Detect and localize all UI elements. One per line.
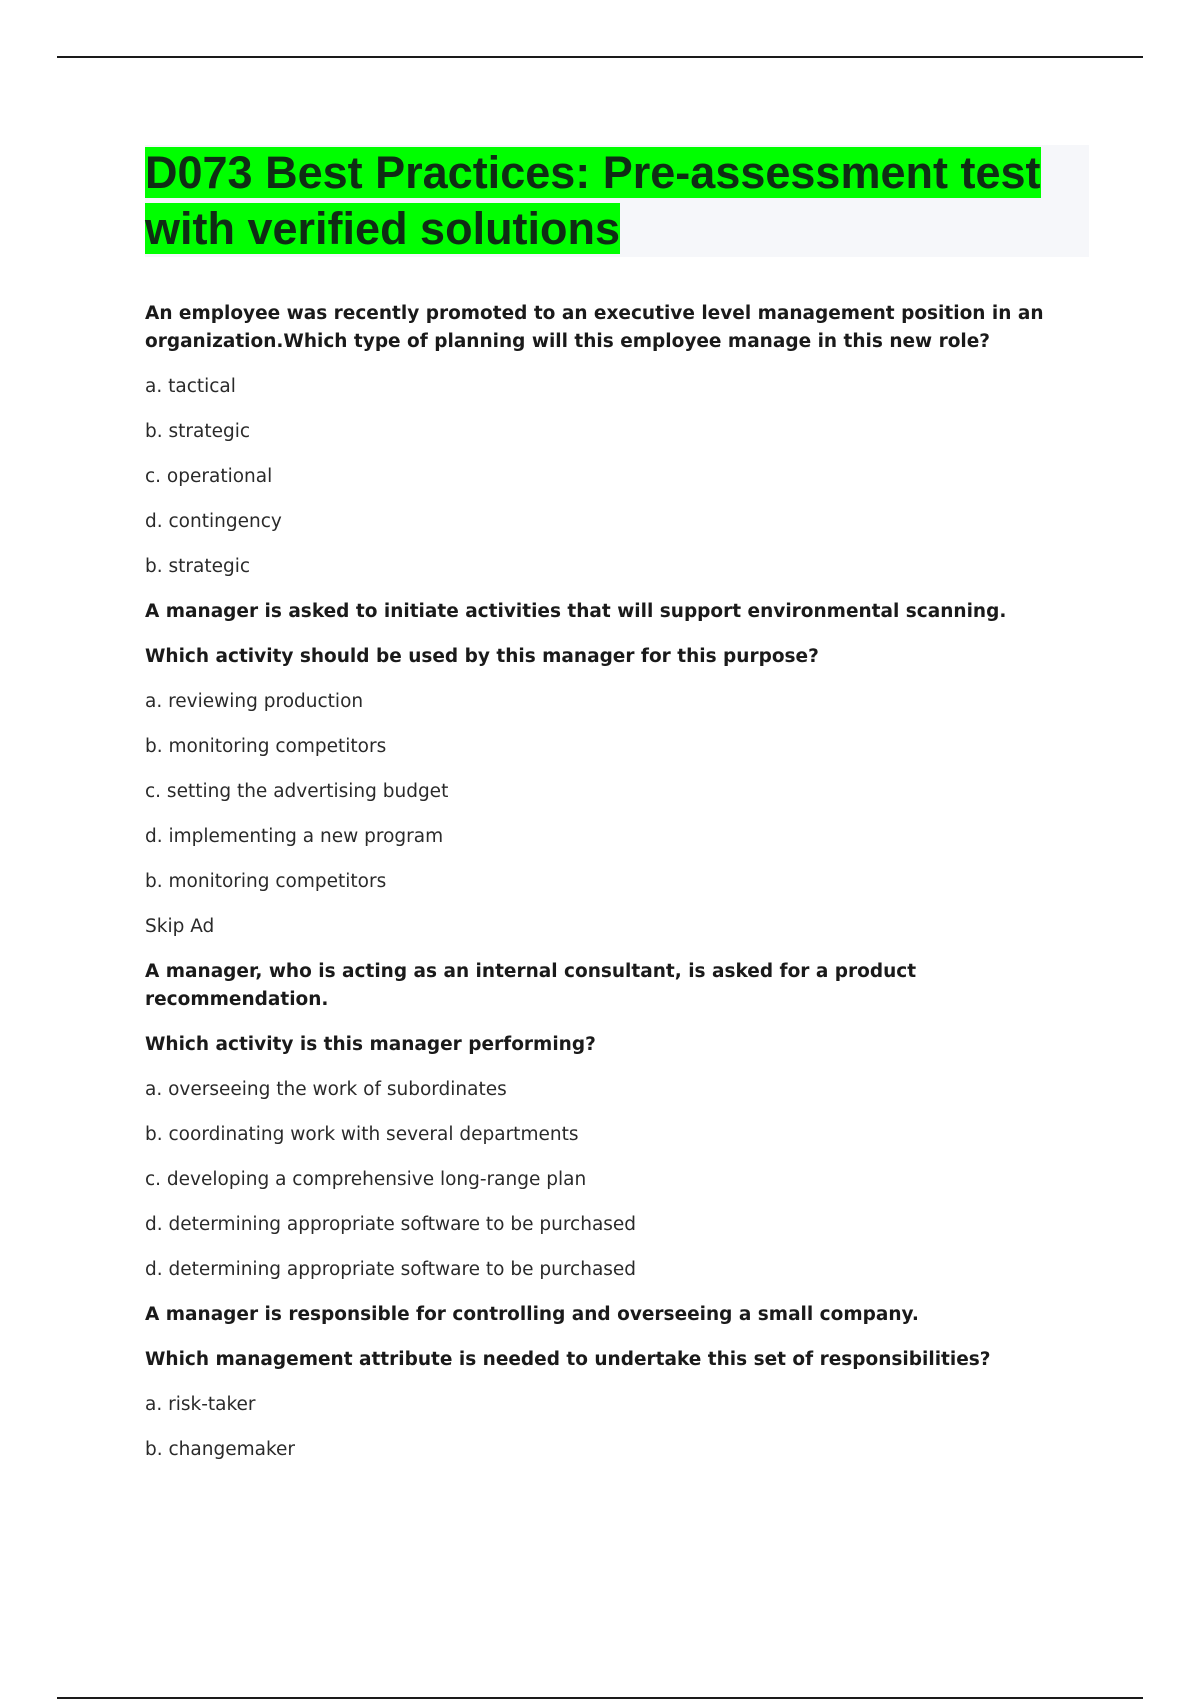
question-3-prompt-line2: Which activity is this manager performing? (145, 1034, 596, 1055)
question-2-option-a: a. reviewing production (145, 691, 364, 712)
question-1-prompt: An employee was recently promoted to an executive level management position in an organization.Which type of planning will this employee manage in this new role? (145, 303, 1044, 352)
question-2-prompt: A manager is asked to initiate activities that will support environmental scanning. (145, 601, 1007, 622)
question-3-prompt: A manager, who is acting as an internal consultant, is asked for a product recommendation. (145, 961, 917, 1010)
title-highlight: D073 Best Practices: Pre-assessment test with verified solutions (145, 147, 1041, 254)
question-2-option-c: c. setting the advertising budget (145, 781, 449, 802)
question-3-option-c: c. developing a comprehensive long-range plan (145, 1169, 587, 1190)
footer-rule (57, 1697, 1143, 1699)
page-title (145, 145, 1089, 257)
header-rule (57, 56, 1143, 58)
question-2-option-d: d. implementing a new program (145, 826, 444, 847)
document-body (145, 300, 1045, 1481)
question-2-prompt-line2: Which activity should be used by this manager for this purpose? (145, 646, 819, 667)
question-3-option-a: a. overseeing the work of subordinates (145, 1079, 507, 1100)
question-1-answer: b. strategic (145, 556, 251, 577)
question-3-option-b: b. coordinating work with several departments (145, 1124, 579, 1145)
question-3-answer: d. determining appropriate software to be purchased (145, 1259, 637, 1280)
question-1-option-c: c. operational (145, 466, 273, 487)
question-4-option-b: b. changemaker (145, 1439, 295, 1460)
question-4-prompt: A manager is responsible for controlling and overseeing a small company. (145, 1304, 919, 1325)
question-4-prompt-line2: Which management attribute is needed to undertake this set of responsibilities? (145, 1349, 991, 1370)
question-1-option-d: d. contingency (145, 511, 282, 532)
question-2-option-b: b. monitoring competitors (145, 736, 387, 757)
skip-ad-link[interactable]: Skip Ad (145, 916, 215, 937)
question-1-option-b: b. strategic (145, 421, 251, 442)
title-block (145, 145, 1089, 257)
question-4-option-a: a. risk-taker (145, 1394, 256, 1415)
question-2-answer: b. monitoring competitors (145, 871, 387, 892)
question-1-option-a: a. tactical (145, 376, 236, 397)
question-3-option-d: d. determining appropriate software to be purchased (145, 1214, 637, 1235)
